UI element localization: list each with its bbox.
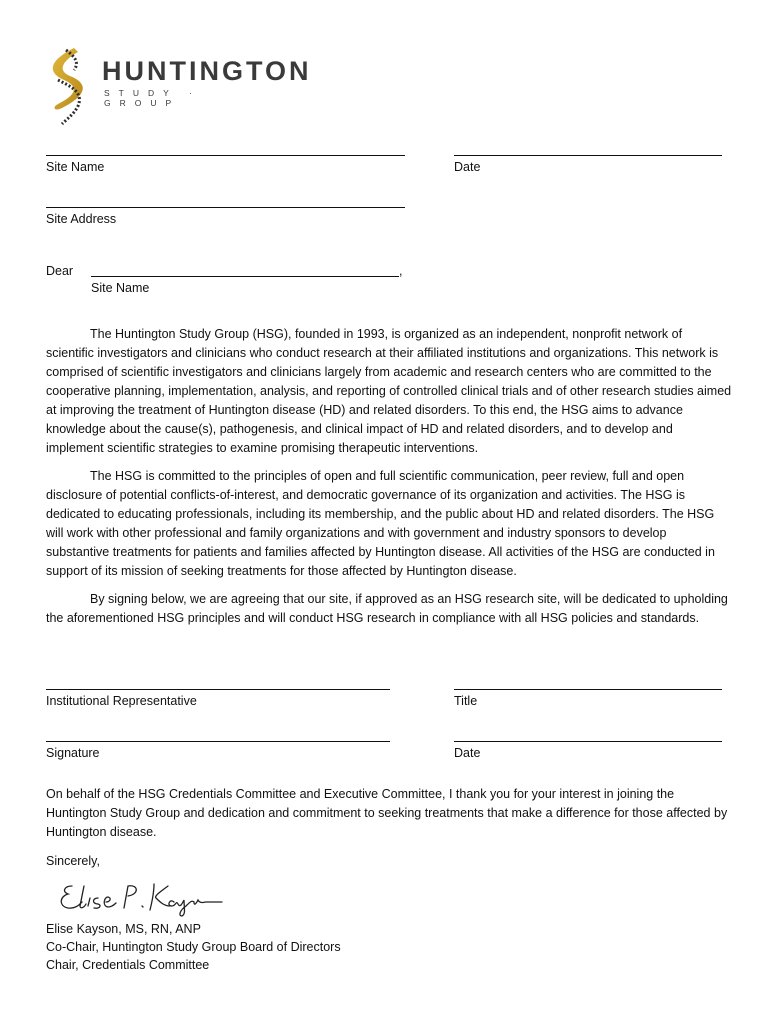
signer-title-2: Chair, Credentials Committee: [46, 958, 210, 972]
institutional-rep-line[interactable]: [46, 689, 390, 690]
date-label: Date: [454, 160, 481, 174]
salutation-comma: ,: [399, 264, 403, 278]
signature-label: Signature: [46, 746, 100, 760]
helix-logo-icon: [44, 46, 96, 126]
paragraph-intro: The Huntington Study Group (HSG), founded in 1993, is organized as an independent, nonprofit network of scientific investigators and clinicians who conduct research at their affiliated institutions and organizations. This network is comprised of scientific investigators and clinicians largely from academic and research centers who are committed to the cooperative planning, implementation, analysis, and reporting of controlled clinical trials and of other research studies aimed at improving the treatment of Huntington disease (HD) and related disorders. To this end, the HSG aims to advance knowledge about the cause(s), pathogenesis, and clinical impact of HD and related disorders, and to develop and implement scientific strategies to examine promising therapeutic interventions.: [46, 327, 732, 455]
institutional-rep-label: Institutional Representative: [46, 694, 197, 708]
logo-wordmark: HUNTINGTON: [102, 56, 312, 86]
title-label: Title: [454, 694, 478, 708]
signer-name: Elise Kayson, MS, RN, ANP: [46, 922, 201, 936]
hsg-logo: [44, 44, 312, 126]
site-name-label: Site Name: [46, 160, 105, 174]
date-line[interactable]: [454, 155, 722, 156]
site-address-label: Site Address: [46, 212, 117, 226]
paragraph-agreement: By signing below, we are agreeing that our site, if approved as an HSG research site, will be dedicated to upholding the aforementioned HSG principles and will conduct HSG research in compliance with all HSG policies and standards.: [46, 592, 728, 625]
paragraph-commitment: The HSG is committed to the principles of open and full scientific communication, peer review, full and open disclosure of potential conflicts-of-interest, and democratic governance of its organization and activities. The HSG is dedicated to educating professionals, including its membership, and the public about HD and related disorders. The HSG will work with other professional and family organizations and with government and industry sponsors to develop substantive treatments for patients and families affected by Huntington disease. All activities of the HSG are conducted in support of its mission of seeking treatments for those affected by Huntington disease.: [46, 469, 715, 578]
dear-site-name-line[interactable]: [91, 276, 399, 277]
handwritten-signature: [58, 878, 228, 918]
dear-site-name-label: Site Name: [91, 281, 150, 295]
logo-subtitle: STUDY · GROUP: [104, 88, 201, 108]
salutation: Dear: [46, 264, 74, 278]
paragraph-closing: On behalf of the HSG Credentials Committee and Executive Committee, I thank you for your interest in joining the Huntington Study Group and dedication and commitment to seeking treatments that make a difference for those affected by Huntington disease.: [46, 787, 728, 839]
site-address-line[interactable]: [46, 207, 405, 208]
sincerely: Sincerely,: [46, 854, 100, 868]
signature-date-line[interactable]: [454, 741, 722, 742]
title-line[interactable]: [454, 689, 722, 690]
signer-title-1: Co-Chair, Huntington Study Group Board of Directors: [46, 940, 341, 954]
signature-date-label: Date: [454, 746, 481, 760]
signature-line[interactable]: [46, 741, 390, 742]
site-name-line[interactable]: [46, 155, 405, 156]
